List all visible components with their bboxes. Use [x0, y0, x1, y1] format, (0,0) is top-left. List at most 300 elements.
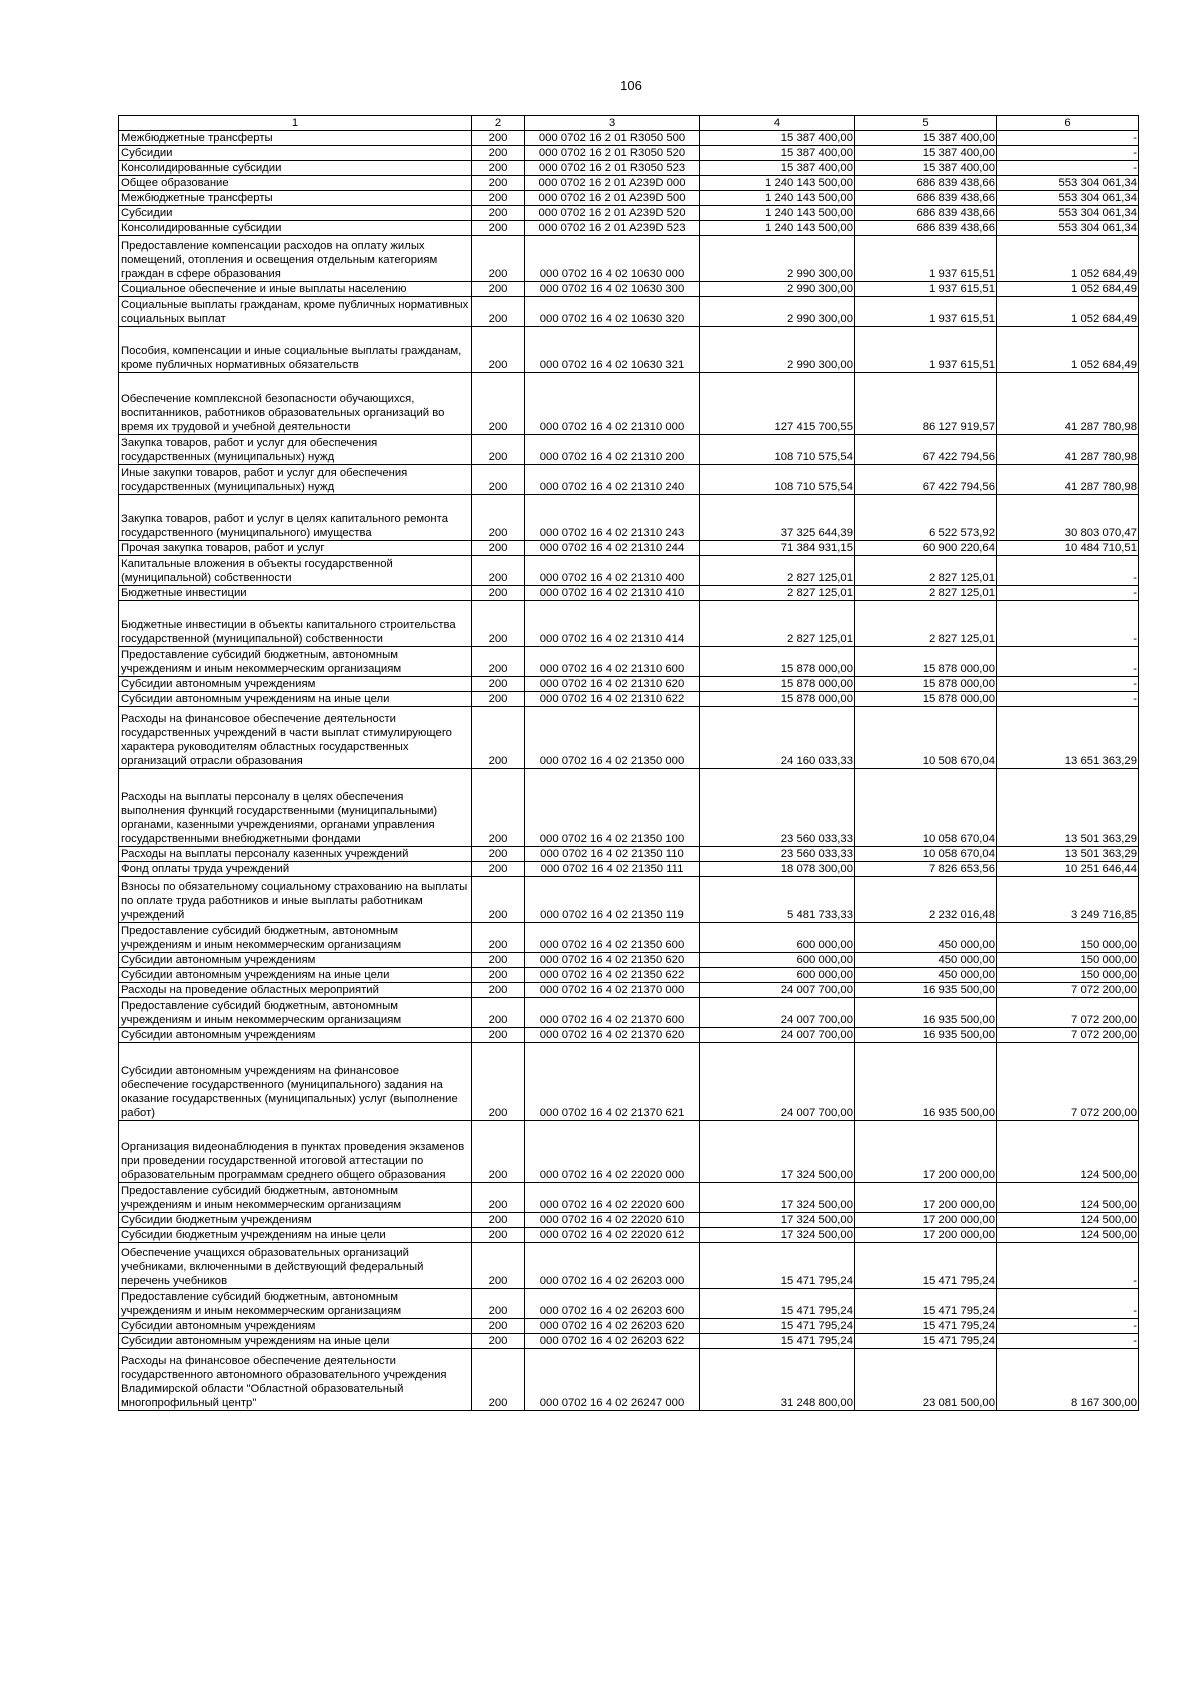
row-code: 200 [472, 1121, 525, 1183]
row-classification: 000 0702 16 4 02 21310 243 [525, 495, 700, 541]
row-name: Предоставление субсидий бюджетным, автономным учреждениям и иным некоммерческим организациям [119, 923, 472, 953]
row-amount-approved: 15 387 400,00 [700, 161, 855, 176]
row-amount-approved: 18 078 300,00 [700, 862, 855, 877]
row-amount-approved: 17 324 500,00 [700, 1228, 855, 1243]
row-name: Бюджетные инвестиции [119, 586, 472, 601]
row-code: 200 [472, 647, 525, 677]
table-row [119, 647, 1139, 677]
row-classification: 000 0702 16 4 02 10630 300 [525, 282, 700, 297]
row-name: Прочая закупка товаров, работ и услуг [119, 541, 472, 556]
row-code: 200 [472, 1228, 525, 1243]
row-amount-approved: 1 240 143 500,00 [700, 191, 855, 206]
row-amount-remaining: - [997, 1289, 1139, 1319]
row-code: 200 [472, 953, 525, 968]
row-name: Субсидии бюджетным учреждениям на иные цели [119, 1228, 472, 1243]
row-amount-approved: 2 990 300,00 [700, 327, 855, 373]
row-code: 200 [472, 191, 525, 206]
row-code: 200 [472, 769, 525, 847]
row-classification: 000 0702 16 4 02 22020 600 [525, 1183, 700, 1213]
row-amount-executed: 15 878 000,00 [855, 647, 997, 677]
row-amount-executed: 1 937 615,51 [855, 327, 997, 373]
table-row [119, 692, 1139, 707]
row-amount-executed: 450 000,00 [855, 923, 997, 953]
row-name: Предоставление субсидий бюджетным, автономным учреждениям и иным некоммерческим организациям [119, 1183, 472, 1213]
row-amount-approved: 2 827 125,01 [700, 556, 855, 586]
row-amount-approved: 108 710 575,54 [700, 465, 855, 495]
table-row [119, 297, 1139, 327]
row-name: Бюджетные инвестиции в объекты капитального строительства государственной (муниципальной) собственности [119, 601, 472, 647]
row-amount-remaining: 10 484 710,51 [997, 541, 1139, 556]
row-amount-approved: 15 471 795,24 [700, 1334, 855, 1349]
table-row [119, 968, 1139, 983]
table-row [119, 495, 1139, 541]
table-row [119, 282, 1139, 297]
row-classification: 000 0702 16 4 02 22020 000 [525, 1121, 700, 1183]
row-amount-approved: 15 471 795,24 [700, 1319, 855, 1334]
row-amount-executed: 15 387 400,00 [855, 161, 997, 176]
row-code: 200 [472, 1183, 525, 1213]
row-amount-executed: 15 471 795,24 [855, 1243, 997, 1289]
row-amount-remaining: 7 072 200,00 [997, 983, 1139, 998]
row-name: Взносы по обязательному социальному страхованию на выплаты по оплате труда работников и иные выплаты работникам учреждений [119, 877, 472, 923]
row-amount-executed: 15 471 795,24 [855, 1334, 997, 1349]
row-name: Расходы на финансовое обеспечение деятельности государственных учреждений в части выплат стимулирующего характера руководителям областных государственных организаций отрасли образования [119, 707, 472, 769]
row-amount-approved: 71 384 931,15 [700, 541, 855, 556]
row-amount-remaining: 30 803 070,47 [997, 495, 1139, 541]
table-row [119, 1319, 1139, 1334]
row-code: 200 [472, 1028, 525, 1043]
row-name: Консолидированные субсидии [119, 221, 472, 236]
row-amount-remaining: - [997, 556, 1139, 586]
table-row [119, 1043, 1139, 1121]
row-amount-executed: 17 200 000,00 [855, 1183, 997, 1213]
row-amount-executed: 17 200 000,00 [855, 1228, 997, 1243]
table-row [119, 1243, 1139, 1289]
row-name: Организация видеонаблюдения в пунктах проведения экзаменов при проведении государственной итоговой аттестации по образовательным программам среднего общего образования [119, 1121, 472, 1183]
row-name: Субсидии бюджетным учреждениям [119, 1213, 472, 1228]
row-amount-remaining: 150 000,00 [997, 923, 1139, 953]
row-amount-remaining: 553 304 061,34 [997, 191, 1139, 206]
row-amount-remaining: 10 251 646,44 [997, 862, 1139, 877]
row-amount-remaining: 124 500,00 [997, 1183, 1139, 1213]
row-amount-executed: 7 826 653,56 [855, 862, 997, 877]
row-classification: 000 0702 16 4 02 22020 610 [525, 1213, 700, 1228]
table-row [119, 556, 1139, 586]
row-amount-approved: 17 324 500,00 [700, 1121, 855, 1183]
row-name: Фонд оплаты труда учреждений [119, 862, 472, 877]
row-amount-executed: 17 200 000,00 [855, 1213, 997, 1228]
table-row [119, 206, 1139, 221]
row-amount-executed: 16 935 500,00 [855, 1028, 997, 1043]
row-amount-approved: 15 387 400,00 [700, 131, 855, 146]
table-row [119, 1349, 1139, 1411]
table-row [119, 191, 1139, 206]
row-amount-executed: 686 839 438,66 [855, 191, 997, 206]
row-name: Закупка товаров, работ и услуг для обеспечения государственных (муниципальных) нужд [119, 435, 472, 465]
row-amount-approved: 23 560 033,33 [700, 847, 855, 862]
row-classification: 000 0702 16 2 01 A239D 520 [525, 206, 700, 221]
row-code: 200 [472, 556, 525, 586]
row-code: 200 [472, 862, 525, 877]
row-classification: 000 0702 16 2 01 A239D 500 [525, 191, 700, 206]
row-classification: 000 0702 16 2 01 R3050 523 [525, 161, 700, 176]
row-classification: 000 0702 16 4 02 21310 414 [525, 601, 700, 647]
row-amount-remaining: - [997, 161, 1139, 176]
row-classification: 000 0702 16 4 02 21350 620 [525, 953, 700, 968]
row-amount-executed: 15 387 400,00 [855, 131, 997, 146]
column-header: 2 [472, 116, 525, 131]
row-name: Межбюджетные трансферты [119, 131, 472, 146]
row-amount-executed: 17 200 000,00 [855, 1121, 997, 1183]
row-amount-executed: 1 937 615,51 [855, 297, 997, 327]
row-name: Закупка товаров, работ и услуг в целях капитального ремонта государственного (муниципального) имущества [119, 495, 472, 541]
row-code: 200 [472, 131, 525, 146]
row-code: 200 [472, 176, 525, 191]
row-code: 200 [472, 495, 525, 541]
row-classification: 000 0702 16 4 02 21310 400 [525, 556, 700, 586]
table-row [119, 236, 1139, 282]
row-amount-remaining: 8 167 300,00 [997, 1349, 1139, 1411]
row-amount-approved: 2 990 300,00 [700, 236, 855, 282]
row-classification: 000 0702 16 4 02 26203 620 [525, 1319, 700, 1334]
budget-table [118, 115, 1139, 1411]
row-code: 200 [472, 601, 525, 647]
row-classification: 000 0702 16 4 02 10630 000 [525, 236, 700, 282]
row-code: 200 [472, 327, 525, 373]
column-header: 4 [700, 116, 855, 131]
table-row [119, 983, 1139, 998]
row-code: 200 [472, 465, 525, 495]
row-amount-remaining: - [997, 131, 1139, 146]
row-amount-remaining: 13 501 363,29 [997, 847, 1139, 862]
row-classification: 000 0702 16 4 02 21310 620 [525, 677, 700, 692]
row-amount-approved: 15 471 795,24 [700, 1243, 855, 1289]
row-amount-approved: 15 387 400,00 [700, 146, 855, 161]
row-name: Обеспечение комплексной безопасности обучающихся, воспитанников, работников образовательных организаций во время их трудовой и учебной деятельности [119, 373, 472, 435]
table-row [119, 435, 1139, 465]
table-row [119, 923, 1139, 953]
row-code: 200 [472, 541, 525, 556]
row-name: Обеспечение учащихся образовательных организаций учебниками, включенными в действующий федеральный перечень учебников [119, 1243, 472, 1289]
table-row [119, 221, 1139, 236]
row-amount-executed: 6 522 573,92 [855, 495, 997, 541]
row-amount-remaining: 1 052 684,49 [997, 236, 1139, 282]
row-code: 200 [472, 877, 525, 923]
row-amount-approved: 1 240 143 500,00 [700, 221, 855, 236]
row-code: 200 [472, 1043, 525, 1121]
row-amount-executed: 10 058 670,04 [855, 847, 997, 862]
table-row [119, 176, 1139, 191]
row-amount-approved: 1 240 143 500,00 [700, 176, 855, 191]
row-code: 200 [472, 707, 525, 769]
row-amount-remaining: 150 000,00 [997, 953, 1139, 968]
row-amount-approved: 15 471 795,24 [700, 1289, 855, 1319]
row-code: 200 [472, 847, 525, 862]
row-amount-executed: 686 839 438,66 [855, 176, 997, 191]
row-code: 200 [472, 1289, 525, 1319]
row-name: Субсидии автономным учреждениям [119, 677, 472, 692]
row-amount-executed: 15 471 795,24 [855, 1289, 997, 1319]
row-amount-approved: 37 325 644,39 [700, 495, 855, 541]
row-code: 200 [472, 1349, 525, 1411]
row-name: Межбюджетные трансферты [119, 191, 472, 206]
row-code: 200 [472, 161, 525, 176]
row-amount-executed: 86 127 919,57 [855, 373, 997, 435]
table-row [119, 877, 1139, 923]
row-name: Субсидии автономным учреждениям на иные цели [119, 692, 472, 707]
column-header: 5 [855, 116, 997, 131]
table-row [119, 131, 1139, 146]
row-code: 200 [472, 282, 525, 297]
row-amount-executed: 67 422 794,56 [855, 465, 997, 495]
row-name: Социальные выплаты гражданам, кроме публичных нормативных социальных выплат [119, 297, 472, 327]
row-classification: 000 0702 16 4 02 22020 612 [525, 1228, 700, 1243]
column-header: 6 [997, 116, 1139, 131]
row-classification: 000 0702 16 4 02 21370 620 [525, 1028, 700, 1043]
row-amount-remaining: 1 052 684,49 [997, 297, 1139, 327]
row-amount-remaining: - [997, 1334, 1139, 1349]
row-code: 200 [472, 586, 525, 601]
row-classification: 000 0702 16 4 02 21310 000 [525, 373, 700, 435]
row-amount-executed: 16 935 500,00 [855, 998, 997, 1028]
row-classification: 000 0702 16 4 02 10630 320 [525, 297, 700, 327]
row-amount-remaining: 41 287 780,98 [997, 465, 1139, 495]
table-row [119, 541, 1139, 556]
row-amount-executed: 686 839 438,66 [855, 221, 997, 236]
row-amount-approved: 600 000,00 [700, 968, 855, 983]
row-amount-executed: 15 878 000,00 [855, 677, 997, 692]
row-amount-approved: 5 481 733,33 [700, 877, 855, 923]
row-amount-executed: 1 937 615,51 [855, 282, 997, 297]
table-row [119, 1213, 1139, 1228]
row-code: 200 [472, 923, 525, 953]
row-amount-remaining: - [997, 146, 1139, 161]
row-name: Предоставление компенсации расходов на оплату жилых помещений, отопления и освещения отдельным категориям граждан в сфере образования [119, 236, 472, 282]
row-amount-approved: 1 240 143 500,00 [700, 206, 855, 221]
row-amount-executed: 450 000,00 [855, 953, 997, 968]
row-code: 200 [472, 373, 525, 435]
row-amount-remaining: 124 500,00 [997, 1228, 1139, 1243]
row-classification: 000 0702 16 4 02 21370 000 [525, 983, 700, 998]
row-amount-executed: 23 081 500,00 [855, 1349, 997, 1411]
row-amount-remaining: 13 501 363,29 [997, 769, 1139, 847]
row-name: Предоставление субсидий бюджетным, автономным учреждениям и иным некоммерческим организациям [119, 647, 472, 677]
row-amount-remaining: 1 052 684,49 [997, 282, 1139, 297]
row-amount-approved: 24 007 700,00 [700, 998, 855, 1028]
table-row [119, 1183, 1139, 1213]
row-classification: 000 0702 16 4 02 21350 110 [525, 847, 700, 862]
row-amount-remaining: 3 249 716,85 [997, 877, 1139, 923]
row-amount-executed: 1 937 615,51 [855, 236, 997, 282]
table-row [119, 586, 1139, 601]
row-classification: 000 0702 16 4 02 21350 111 [525, 862, 700, 877]
row-amount-executed: 15 471 795,24 [855, 1319, 997, 1334]
row-name: Предоставление субсидий бюджетным, автономным учреждениям и иным некоммерческим организациям [119, 1289, 472, 1319]
row-classification: 000 0702 16 2 01 A239D 000 [525, 176, 700, 191]
row-amount-approved: 24 007 700,00 [700, 1043, 855, 1121]
row-amount-remaining: - [997, 677, 1139, 692]
row-amount-executed: 67 422 794,56 [855, 435, 997, 465]
row-classification: 000 0702 16 4 02 21350 100 [525, 769, 700, 847]
table-row [119, 1334, 1139, 1349]
table-row [119, 1289, 1139, 1319]
row-classification: 000 0702 16 4 02 26247 000 [525, 1349, 700, 1411]
row-amount-approved: 23 560 033,33 [700, 769, 855, 847]
row-amount-approved: 15 878 000,00 [700, 677, 855, 692]
row-amount-approved: 15 878 000,00 [700, 692, 855, 707]
row-name: Предоставление субсидий бюджетным, автономным учреждениям и иным некоммерческим организациям [119, 998, 472, 1028]
row-amount-remaining: - [997, 1243, 1139, 1289]
row-code: 200 [472, 968, 525, 983]
row-code: 200 [472, 297, 525, 327]
row-amount-approved: 600 000,00 [700, 953, 855, 968]
row-name: Субсидии автономным учреждениям [119, 1028, 472, 1043]
row-classification: 000 0702 16 4 02 21310 600 [525, 647, 700, 677]
row-name: Пособия, компенсации и иные социальные выплаты гражданам, кроме публичных нормативных обязательств [119, 327, 472, 373]
row-amount-executed: 15 878 000,00 [855, 692, 997, 707]
row-classification: 000 0702 16 4 02 26203 622 [525, 1334, 700, 1349]
row-amount-remaining: - [997, 601, 1139, 647]
row-amount-remaining: 7 072 200,00 [997, 1043, 1139, 1121]
row-classification: 000 0702 16 4 02 10630 321 [525, 327, 700, 373]
row-code: 200 [472, 677, 525, 692]
row-amount-remaining: 41 287 780,98 [997, 373, 1139, 435]
row-amount-remaining: 13 651 363,29 [997, 707, 1139, 769]
row-amount-remaining: 1 052 684,49 [997, 327, 1139, 373]
row-name: Субсидии автономным учреждениям на иные цели [119, 1334, 472, 1349]
row-amount-executed: 2 827 125,01 [855, 586, 997, 601]
row-code: 200 [472, 146, 525, 161]
row-amount-approved: 2 827 125,01 [700, 601, 855, 647]
row-classification: 000 0702 16 2 01 R3050 500 [525, 131, 700, 146]
row-amount-approved: 2 990 300,00 [700, 282, 855, 297]
row-name: Субсидии автономным учреждениям [119, 1319, 472, 1334]
row-amount-remaining: - [997, 1319, 1139, 1334]
row-amount-executed: 450 000,00 [855, 968, 997, 983]
row-classification: 000 0702 16 4 02 21370 621 [525, 1043, 700, 1121]
table-row [119, 146, 1139, 161]
header-row [119, 116, 1139, 131]
row-amount-remaining: 150 000,00 [997, 968, 1139, 983]
table-body [119, 131, 1139, 1411]
row-amount-executed: 686 839 438,66 [855, 206, 997, 221]
table-row [119, 327, 1139, 373]
row-name: Капитальные вложения в объекты государственной (муниципальной) собственности [119, 556, 472, 586]
row-amount-remaining: - [997, 647, 1139, 677]
row-amount-approved: 24 160 033,33 [700, 707, 855, 769]
row-amount-remaining: - [997, 586, 1139, 601]
row-amount-remaining: 553 304 061,34 [997, 206, 1139, 221]
row-amount-approved: 17 324 500,00 [700, 1183, 855, 1213]
row-name: Расходы на выплаты персоналу казенных учреждений [119, 847, 472, 862]
row-code: 200 [472, 435, 525, 465]
row-amount-approved: 600 000,00 [700, 923, 855, 953]
row-name: Консолидированные субсидии [119, 161, 472, 176]
table-row [119, 1228, 1139, 1243]
table-row [119, 465, 1139, 495]
row-classification: 000 0702 16 4 02 21310 622 [525, 692, 700, 707]
row-classification: 000 0702 16 4 02 21370 600 [525, 998, 700, 1028]
row-name: Субсидии [119, 206, 472, 221]
row-amount-approved: 2 827 125,01 [700, 586, 855, 601]
row-name: Общее образование [119, 176, 472, 191]
row-classification: 000 0702 16 4 02 26203 600 [525, 1289, 700, 1319]
row-classification: 000 0702 16 2 01 A239D 523 [525, 221, 700, 236]
table-row [119, 847, 1139, 862]
row-name: Субсидии [119, 146, 472, 161]
row-classification: 000 0702 16 4 02 21350 622 [525, 968, 700, 983]
table-row [119, 161, 1139, 176]
row-amount-remaining: 7 072 200,00 [997, 998, 1139, 1028]
row-amount-remaining: 553 304 061,34 [997, 221, 1139, 236]
table-row [119, 1121, 1139, 1183]
row-classification: 000 0702 16 2 01 R3050 520 [525, 146, 700, 161]
column-header: 1 [119, 116, 472, 131]
row-amount-executed: 2 827 125,01 [855, 556, 997, 586]
row-name: Субсидии автономным учреждениям на финансовое обеспечение государственного (муниципального) задания на оказание государственных (муниципальных) услуг (выполнение работ) [119, 1043, 472, 1121]
row-amount-approved: 108 710 575,54 [700, 435, 855, 465]
row-amount-remaining: 124 500,00 [997, 1213, 1139, 1228]
row-amount-executed: 10 508 670,04 [855, 707, 997, 769]
table-row [119, 862, 1139, 877]
row-code: 200 [472, 1213, 525, 1228]
table-row [119, 373, 1139, 435]
row-amount-executed: 15 387 400,00 [855, 146, 997, 161]
row-classification: 000 0702 16 4 02 21350 600 [525, 923, 700, 953]
row-amount-remaining: 553 304 061,34 [997, 176, 1139, 191]
row-amount-approved: 31 248 800,00 [700, 1349, 855, 1411]
row-amount-approved: 17 324 500,00 [700, 1213, 855, 1228]
row-amount-approved: 127 415 700,55 [700, 373, 855, 435]
row-amount-approved: 24 007 700,00 [700, 983, 855, 998]
table-row [119, 707, 1139, 769]
row-name: Расходы на финансовое обеспечение деятельности государственного автономного образовательного учреждения Владимирской области "Областной образовательный многопрофильный центр" [119, 1349, 472, 1411]
row-classification: 000 0702 16 4 02 21310 240 [525, 465, 700, 495]
row-code: 200 [472, 206, 525, 221]
row-amount-executed: 16 935 500,00 [855, 1043, 997, 1121]
row-amount-executed: 60 900 220,64 [855, 541, 997, 556]
row-code: 200 [472, 1334, 525, 1349]
row-amount-executed: 2 827 125,01 [855, 601, 997, 647]
row-amount-executed: 2 232 016,48 [855, 877, 997, 923]
row-code: 200 [472, 1319, 525, 1334]
row-amount-executed: 10 058 670,04 [855, 769, 997, 847]
row-amount-approved: 2 990 300,00 [700, 297, 855, 327]
row-classification: 000 0702 16 4 02 21310 200 [525, 435, 700, 465]
row-amount-remaining: 41 287 780,98 [997, 435, 1139, 465]
row-amount-approved: 15 878 000,00 [700, 647, 855, 677]
row-name: Субсидии автономным учреждениям на иные цели [119, 968, 472, 983]
row-name: Расходы на выплаты персоналу в целях обеспечения выполнения функций государственными (муниципальными) органами, казенными учреждениями, органами управления государственными внебюджетными фондами [119, 769, 472, 847]
row-classification: 000 0702 16 4 02 21350 119 [525, 877, 700, 923]
row-classification: 000 0702 16 4 02 26203 000 [525, 1243, 700, 1289]
table-row [119, 677, 1139, 692]
row-amount-remaining: 7 072 200,00 [997, 1028, 1139, 1043]
row-name: Социальное обеспечение и иные выплаты населению [119, 282, 472, 297]
row-classification: 000 0702 16 4 02 21310 410 [525, 586, 700, 601]
table-header [119, 116, 1139, 131]
row-amount-remaining: - [997, 692, 1139, 707]
row-code: 200 [472, 236, 525, 282]
page-number: 106 [620, 78, 642, 93]
row-code: 200 [472, 983, 525, 998]
column-header: 3 [525, 116, 700, 131]
row-classification: 000 0702 16 4 02 21310 244 [525, 541, 700, 556]
table-row [119, 601, 1139, 647]
row-code: 200 [472, 221, 525, 236]
row-name: Субсидии автономным учреждениям [119, 953, 472, 968]
row-code: 200 [472, 998, 525, 1028]
